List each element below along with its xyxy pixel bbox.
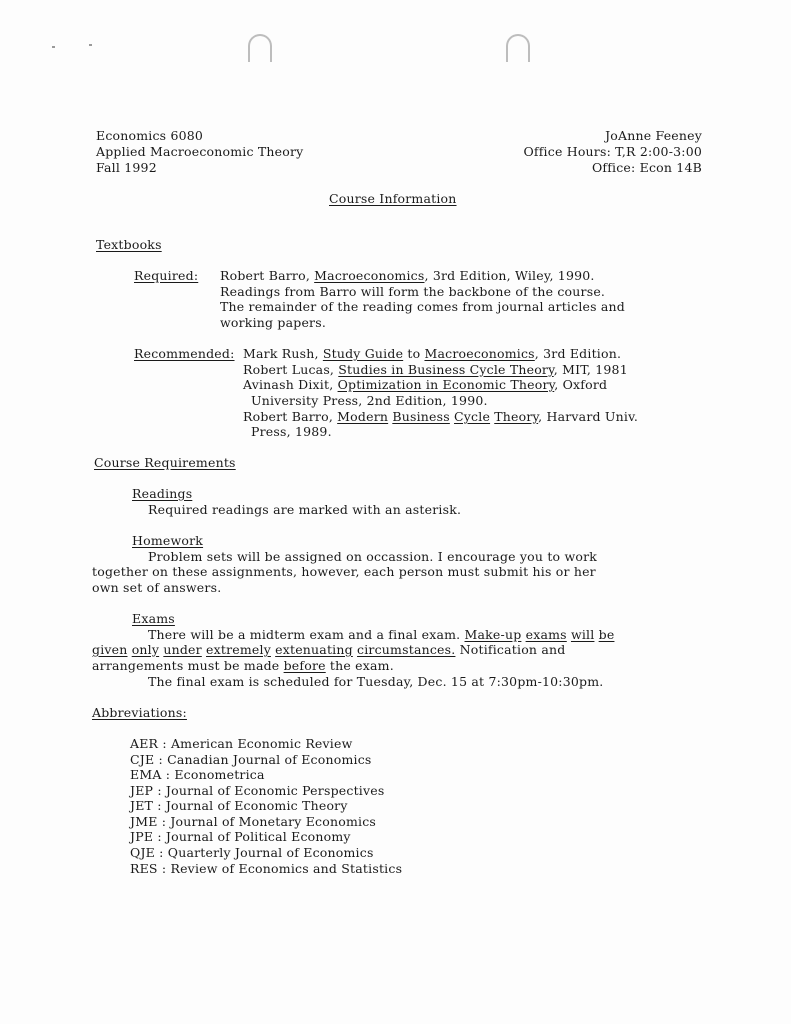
recommended-label: Recommended:: [134, 346, 235, 361]
scan-speck: [89, 44, 92, 46]
book-title: Theory: [494, 409, 539, 424]
office-location: Office: Econ 14B: [591, 160, 702, 175]
book-title: Business: [392, 409, 450, 424]
requirements-heading: Course Requirements: [94, 455, 236, 470]
readings-text: Required readings are marked with an asterisk.: [148, 502, 462, 517]
book-title: Modern: [337, 409, 389, 424]
abbreviation-item: JME : Journal of Monetary Economics: [130, 814, 377, 829]
punch-hole-left: [248, 34, 272, 62]
required-book-line: Robert Barro, Macroeconomics, 3rd Edition, Wiley, 1990.: [220, 268, 595, 283]
recommended-book-line: Avinash Dixit, Optimization in Economic Theory, Oxford: [243, 377, 608, 392]
homework-text: Problem sets will be assigned on occassion. I encourage you to work: [148, 549, 598, 564]
required-note-line: Readings from Barro will form the backbone of the course.: [220, 284, 606, 299]
page-title: Course Information: [329, 191, 457, 206]
exams-text: The final exam is scheduled for Tuesday, Dec. 15 at 7:30pm-10:30pm.: [148, 674, 604, 689]
abbreviation-item: QJE : Quarterly Journal of Economics: [130, 845, 374, 860]
abbreviation-item: JEP : Journal of Economic Perspectives: [130, 783, 385, 798]
required-label: Required:: [134, 268, 199, 283]
book-title: Optimization in Economic Theory: [337, 377, 555, 392]
book-title: Macroeconomics: [314, 268, 425, 283]
required-note-line: The remainder of the reading comes from journal articles and: [220, 299, 626, 314]
book-title: Cycle: [454, 409, 491, 424]
textbooks-heading: Textbooks: [96, 237, 162, 252]
abbreviation-item: AER : American Economic Review: [130, 736, 353, 751]
abbreviation-item: JPE : Journal of Political Economy: [130, 829, 351, 844]
office-hours: Office Hours: T,R 2:00-3:00: [523, 144, 702, 159]
recommended-book-line: University Press, 2nd Edition, 1990.: [251, 393, 488, 408]
homework-heading: Homework: [132, 533, 204, 548]
recommended-book-line: Press, 1989.: [251, 424, 332, 439]
abbreviation-item: EMA : Econometrica: [130, 767, 265, 782]
abbreviation-item: RES : Review of Economics and Statistics: [130, 861, 403, 876]
punch-hole-right: [506, 34, 530, 62]
abbreviation-item: JET : Journal of Economic Theory: [130, 798, 348, 813]
recommended-book-line: Mark Rush, Study Guide to Macroeconomics, 3rd Edition.: [243, 346, 622, 361]
readings-heading: Readings: [132, 486, 193, 501]
course-term: Fall 1992: [96, 160, 157, 175]
instructor-name: JoAnne Feeney: [605, 128, 702, 143]
exams-heading: Exams: [132, 611, 175, 626]
recommended-book-line: Robert Barro, Modern Business Cycle Theory, Harvard Univ.: [243, 409, 639, 424]
course-number: Economics 6080: [96, 128, 204, 143]
recommended-book-line: Robert Lucas, Studies in Business Cycle Theory, MIT, 1981: [243, 362, 628, 377]
homework-text: own set of answers.: [92, 580, 222, 595]
abbreviations-heading: Abbreviations:: [92, 705, 187, 720]
abbreviation-item: CJE : Canadian Journal of Economics: [130, 752, 372, 767]
exams-text: arrangements must be made before the exam.: [92, 658, 394, 673]
book-title: Studies in Business Cycle Theory: [338, 362, 554, 377]
book-title: Macroeconomics: [424, 346, 535, 361]
course-title: Applied Macroeconomic Theory: [96, 144, 304, 159]
homework-text: together on these assignments, however, each person must submit his or her: [92, 564, 596, 579]
scan-speck: [52, 46, 55, 48]
exams-text: given only under extremely extenuating circumstances. Notification and: [92, 642, 566, 657]
book-title: Study Guide: [322, 346, 404, 361]
required-note-line: working papers.: [220, 315, 327, 330]
exams-text: There will be a midterm exam and a final exam. Make-up exams will be: [148, 627, 615, 642]
